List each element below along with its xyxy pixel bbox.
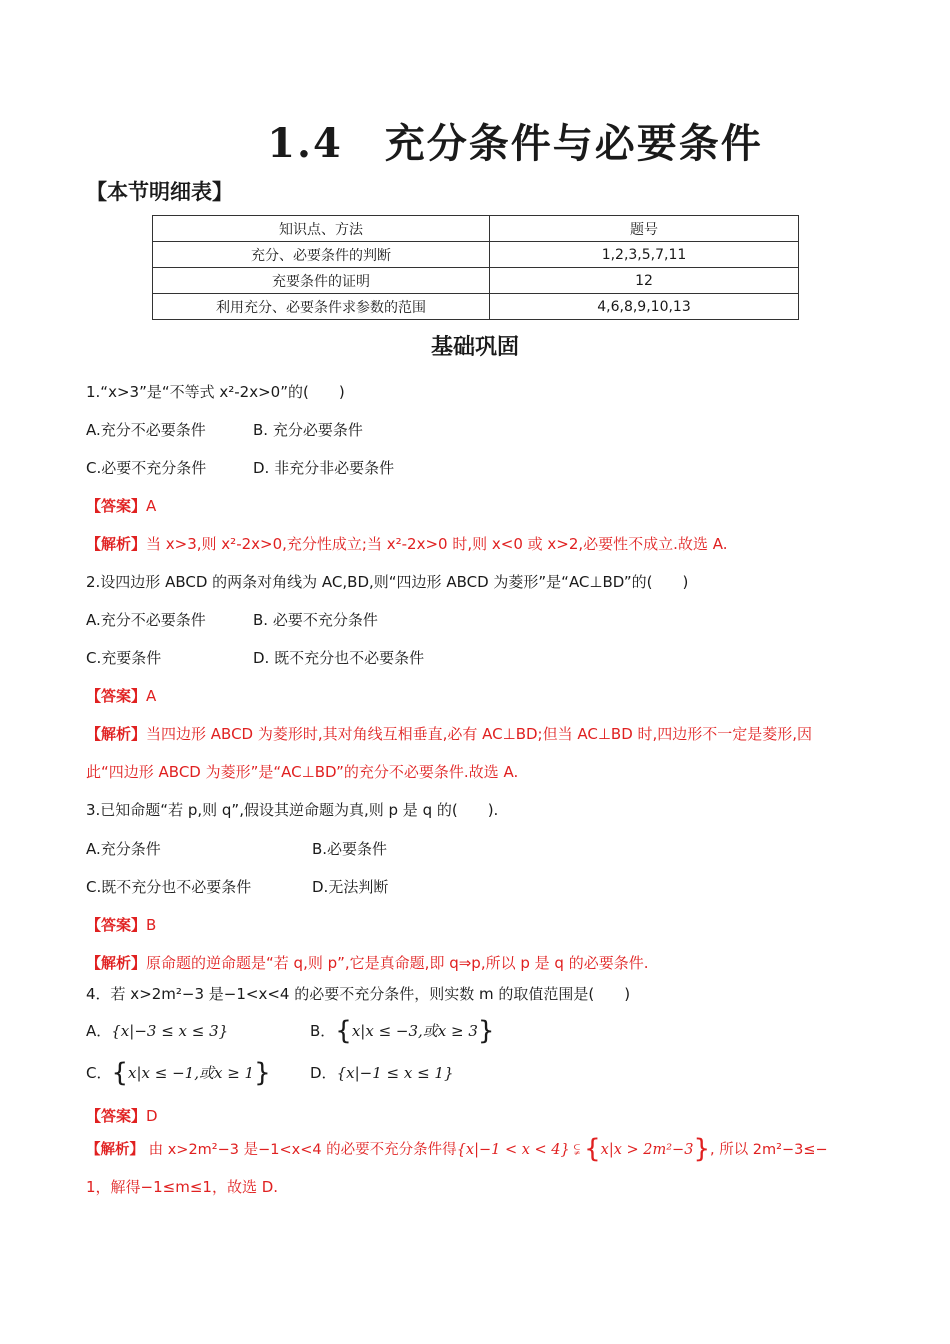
- option-letter: A．: [86, 1022, 112, 1040]
- table-header-cell: 知识点、方法: [153, 216, 490, 242]
- left-brace-icon: {: [111, 1058, 129, 1088]
- q2-analysis-line2: 此“四边形 ABCD 为菱形”是“AC⊥BD”的充分不必要条件.故选 A.: [86, 763, 519, 781]
- option-set: x|x ≤ −1,或x ≥ 1: [128, 1064, 255, 1082]
- q2-stem: 2.设四边形 ABCD 的两条对角线为 AC,BD,则“四边形 ABCD 为菱形”是“AC⊥BD”的( ): [86, 573, 689, 591]
- option-set: {x|−3 ≤ x ≤ 3}: [111, 1022, 229, 1040]
- table-header-cell: 题号: [490, 216, 799, 242]
- q4-analysis-line2: 1，解得−1≤m≤1，故选 D.: [86, 1178, 279, 1196]
- q4-option-a: [86, 1020, 228, 1041]
- option-letter: B．: [310, 1022, 336, 1040]
- q3-option-a: A.充分条件: [86, 840, 161, 858]
- table-cell: 充分、必要条件的判断: [153, 242, 490, 268]
- page-title: 1.4 充分条件与必要条件: [267, 120, 763, 167]
- analysis-label: 【解析】: [86, 1142, 144, 1158]
- table-cell: 充要条件的证明: [153, 268, 490, 294]
- analysis-text: 当四边形 ABCD 为菱形时,其对角线互相垂直,必有 AC⊥BD;但当 AC⊥BD 时,四边形不一定是菱形,因: [146, 725, 813, 743]
- answer-value: D: [146, 1107, 158, 1125]
- q3-analysis: [86, 952, 648, 973]
- subset-icon: ⫋: [573, 1142, 581, 1158]
- table-cell: 12: [490, 268, 799, 294]
- analysis-label: 【解析】: [86, 954, 147, 972]
- q2-answer: [86, 685, 156, 706]
- table-row: [153, 268, 799, 294]
- q3-answer: [86, 914, 156, 935]
- option-set: {x|−1 ≤ x ≤ 1}: [336, 1064, 454, 1082]
- q1-analysis: [86, 533, 727, 554]
- answer-label: 【答案】: [86, 1107, 147, 1125]
- analysis-text: , 所以 2m²−3≤−: [709, 1142, 828, 1158]
- analysis-text: 原命题的逆命题是“若 q,则 p”,它是真命题,即 q⇒p,所以 p 是 q 的必要条件.: [146, 954, 649, 972]
- table-cell: 4,6,8,9,10,13: [490, 294, 799, 320]
- q4-answer: [86, 1105, 158, 1126]
- right-brace-icon: }: [477, 1016, 495, 1046]
- q1-answer: [86, 495, 156, 516]
- detail-table: [152, 215, 799, 320]
- option-letter: D．: [310, 1064, 337, 1082]
- q3-option-b: B.必要条件: [312, 840, 388, 858]
- answer-value: A: [146, 497, 157, 515]
- q1-option-d: D. 非充分非必要条件: [253, 459, 395, 477]
- analysis-text: 当 x>3,则 x²-2x>0,充分性成立;当 x²-2x>0 时,则 x<0 或 x>2,必要性不成立.故选 A.: [146, 535, 728, 553]
- table-row: [153, 294, 799, 320]
- answer-value: A: [146, 687, 157, 705]
- analysis-text: 由 x>2m²−3 是−1<x<4 的必要不充分条件得: [144, 1142, 457, 1158]
- analysis-set: {x|−1 < x < 4}: [456, 1142, 570, 1158]
- analysis-set: x|x > 2m²−3: [600, 1142, 694, 1158]
- q2-option-a: A.充分不必要条件: [86, 611, 206, 629]
- q3-option-c: C.既不充分也不必要条件: [86, 878, 252, 896]
- q2-option-d: D. 既不充分也不必要条件: [253, 649, 425, 667]
- q2-option-c: C.充要条件: [86, 649, 162, 667]
- analysis-label: 【解析】: [86, 725, 147, 743]
- answer-label: 【答案】: [86, 916, 147, 934]
- analysis-label: 【解析】: [86, 535, 147, 553]
- answer-value: B: [146, 916, 157, 934]
- q4-option-b: [310, 1016, 494, 1046]
- q4-option-d: [310, 1062, 454, 1083]
- answer-label: 【答案】: [86, 687, 147, 705]
- table-row: [153, 242, 799, 268]
- right-brace-icon: }: [254, 1058, 271, 1088]
- option-letter: C．: [86, 1064, 112, 1082]
- right-brace-icon: }: [693, 1134, 710, 1164]
- answer-label: 【答案】: [86, 497, 147, 515]
- table-header-row: [153, 216, 799, 242]
- table-cell: 1,2,3,5,7,11: [490, 242, 799, 268]
- section-title-basics: 基础巩固: [430, 335, 519, 360]
- q4-stem: 4．若 x>2m²−3 是−1<x<4 的必要不充分条件，则实数 m 的取值范围是( ): [86, 985, 631, 1003]
- left-brace-icon: {: [584, 1134, 601, 1164]
- q1-stem: 1.“x>3”是“不等式 x²-2x>0”的( ): [86, 383, 345, 401]
- q4-analysis-line1: [86, 1134, 828, 1164]
- q1-option-b: B. 充分必要条件: [253, 421, 363, 439]
- q4-option-c: [86, 1058, 271, 1088]
- q2-analysis-line1: [86, 723, 812, 744]
- table-cell: 利用充分、必要条件求参数的范围: [153, 294, 490, 320]
- q2-option-b: B. 必要不充分条件: [253, 611, 378, 629]
- section-header: 【本节明细表】: [86, 180, 233, 204]
- q3-stem: 3.已知命题“若 p,则 q”,假设其逆命题为真,则 p 是 q 的( ).: [86, 801, 499, 819]
- option-set: x|x ≤ −3,或x ≥ 3: [351, 1022, 478, 1040]
- left-brace-icon: {: [335, 1016, 352, 1046]
- q1-option-a: A.充分不必要条件: [86, 421, 206, 439]
- q3-option-d: D.无法判断: [312, 878, 389, 896]
- q1-option-c: C.必要不充分条件: [86, 459, 207, 477]
